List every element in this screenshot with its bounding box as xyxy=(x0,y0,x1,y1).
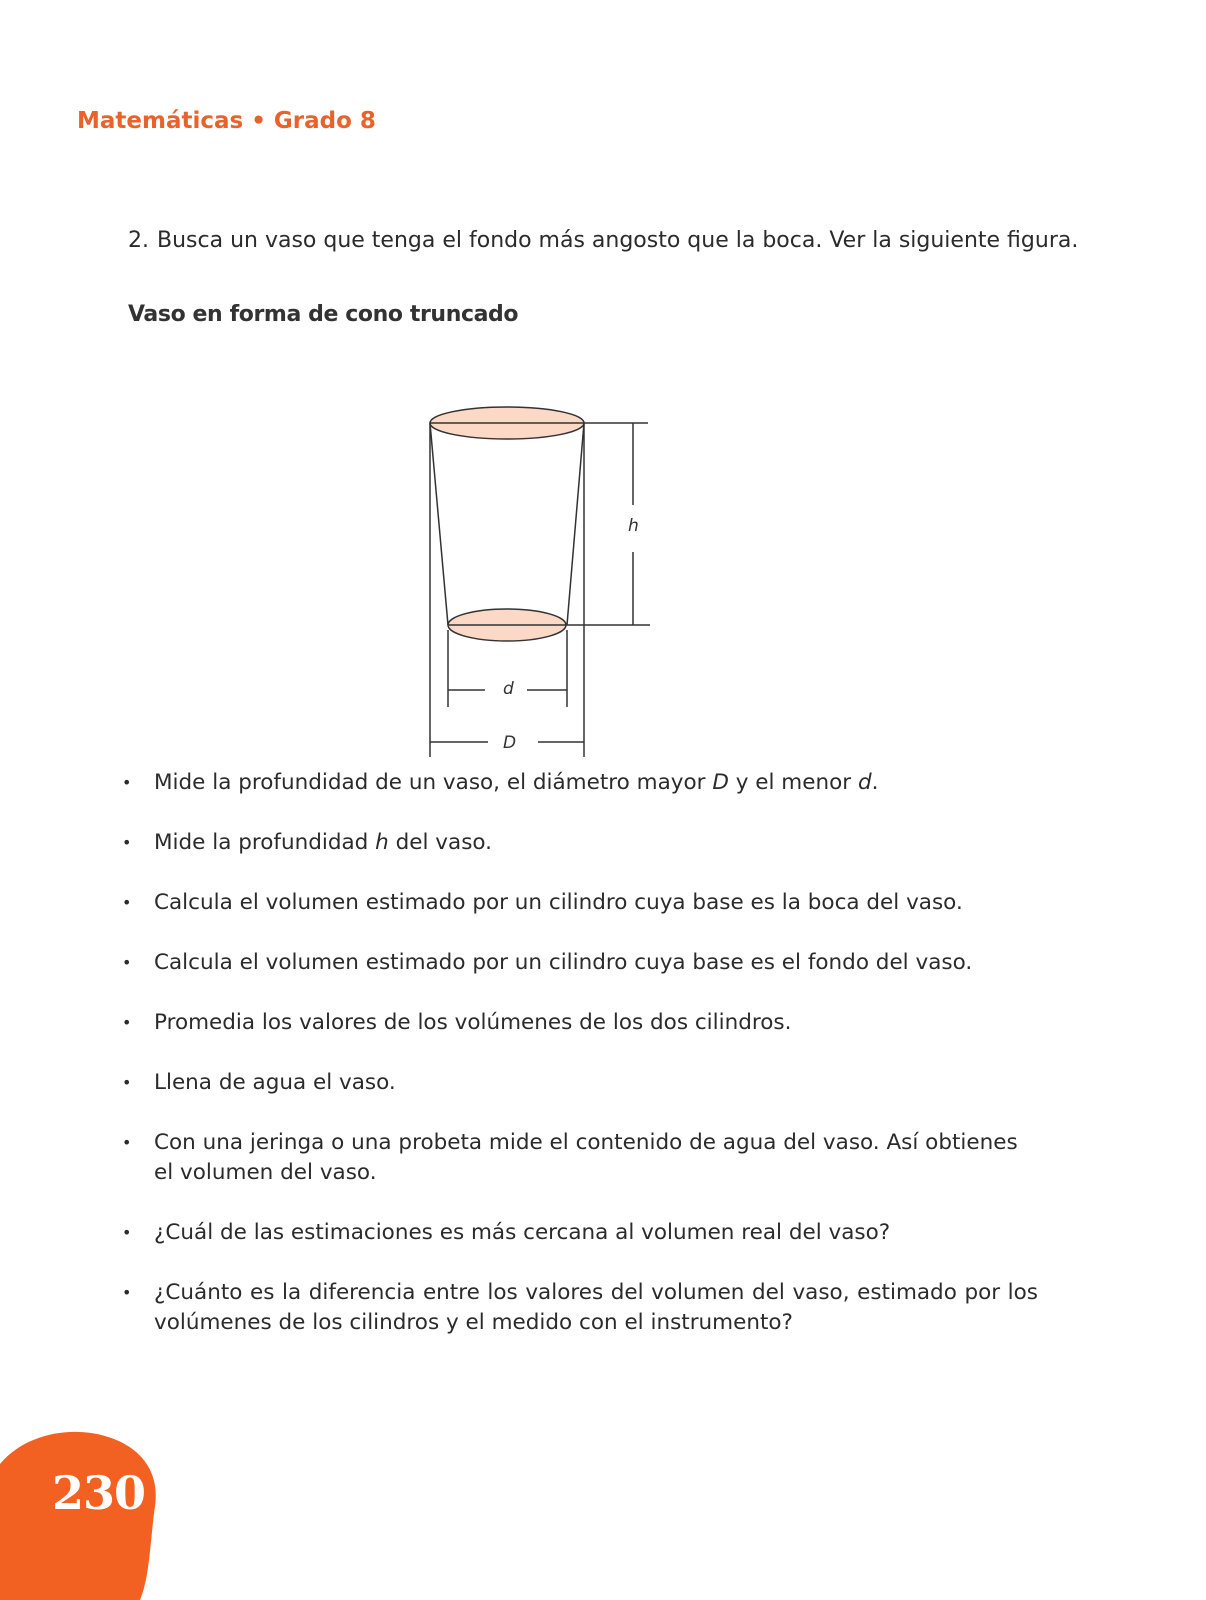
exercise-text: Busca un vaso que tenga el fondo más angosto que la boca. Ver la siguiente figura. xyxy=(157,228,1079,253)
height-label: h xyxy=(628,516,639,536)
item-text: ¿Cuánto es la diferencia entre los valores del volumen del vaso, estimado por los volúmenes de los cilindros y el medido con el instrumento? xyxy=(154,1280,1038,1335)
instruction-list xyxy=(118,768,1038,1368)
page-number: 230 xyxy=(52,1466,146,1520)
item-text: y el menor xyxy=(728,770,858,795)
cone-diagram xyxy=(400,395,680,765)
header-grade: Grado 8 xyxy=(273,108,376,134)
item-text: . xyxy=(871,770,879,795)
item-text: Con una jeringa o una probeta mide el contenido de agua del vaso. Así obtienes el volumen del vaso. xyxy=(154,1130,1018,1185)
item-text: Mide la profundidad de un vaso, el diámetro mayor xyxy=(154,770,713,795)
item-text: del vaso. xyxy=(388,830,493,855)
item-var: D xyxy=(712,770,729,795)
exercise-intro xyxy=(128,226,1088,256)
item-text: Mide la profundidad xyxy=(154,830,376,855)
item-var: d xyxy=(857,770,872,795)
item-text: ¿Cuál de las estimaciones es más cercana al volumen real del vaso? xyxy=(154,1220,891,1245)
list-item: • ¿Cuál de las estimaciones es más cercana al volumen real del vaso? xyxy=(122,1220,891,1245)
small-diameter-label: d xyxy=(503,679,514,699)
item-text: Calcula el volumen estimado por un cilindro cuya base es la boca del vaso. xyxy=(154,890,963,915)
item-text: Calcula el volumen estimado por un cilindro cuya base es el fondo del vaso. xyxy=(154,950,973,975)
left-wall xyxy=(430,423,448,625)
figure-title: Vaso en forma de cono truncado xyxy=(128,302,519,327)
list-item: • Llena de agua el vaso. xyxy=(122,1070,396,1095)
header-subject: Matemáticas xyxy=(77,108,244,134)
header-separator: • xyxy=(251,108,266,134)
item-text: Llena de agua el vaso. xyxy=(154,1070,396,1095)
list-item: • Con una jeringa o una probeta mide el contenido de agua del vaso. Así obtienes el volumen del vaso. xyxy=(122,1130,1018,1185)
large-diameter-label: D xyxy=(503,733,517,753)
item-text: Promedia los valores de los volúmenes de los dos cilindros. xyxy=(154,1010,792,1035)
exercise-number: 2. xyxy=(128,228,149,253)
page-header xyxy=(77,108,376,134)
truncated-cone-figure xyxy=(400,395,680,765)
list-item: • ¿Cuánto es la diferencia entre los valores del volumen del vaso, estimado por los volúmenes de los cilindros y el medido con el instrumento? xyxy=(122,1280,1038,1335)
item-var: h xyxy=(375,830,389,855)
list-item: • Calcula el volumen estimado por un cilindro cuya base es la boca del vaso. xyxy=(122,890,963,915)
list-item: • Mide la profundidad de un vaso, el diámetro mayor D y el menor d. xyxy=(122,770,879,795)
list-item: • Mide la profundidad h del vaso. xyxy=(122,830,493,855)
list-item: • Promedia los valores de los volúmenes de los dos cilindros. xyxy=(122,1010,792,1035)
list-item: • Calcula el volumen estimado por un cilindro cuya base es el fondo del vaso. xyxy=(122,950,973,975)
right-wall xyxy=(567,423,584,625)
